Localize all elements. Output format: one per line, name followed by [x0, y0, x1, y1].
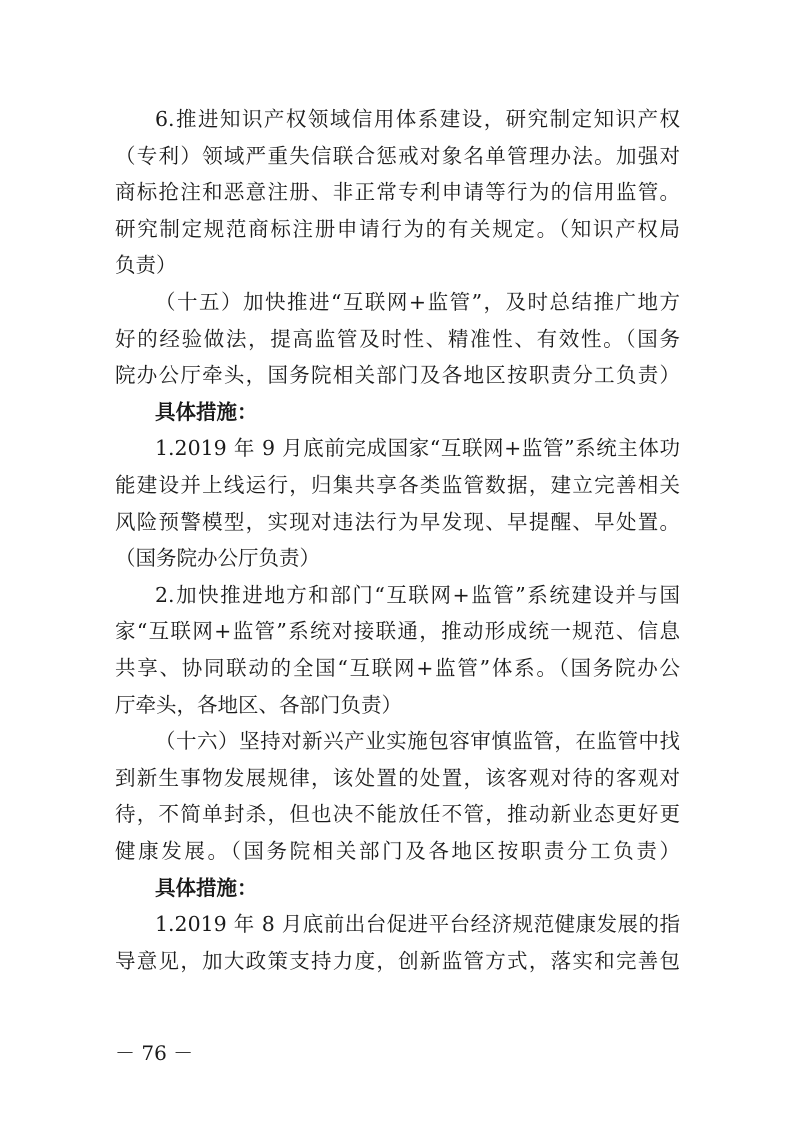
text-line: 2.加快推进地方和部门“互联网+监管”系统建设并与国 — [155, 582, 680, 607]
section-heading: 具体措施： — [155, 399, 258, 424]
text-line: 好的经验做法，提高监管及时性、精准性、有效性。（国务 — [115, 326, 680, 351]
text-line: （专利）领域严重失信联合惩戒对象名单管理办法。加强对 — [115, 143, 680, 168]
text-line: 6.推进知识产权领域信用体系建设，研究制定知识产权 — [155, 107, 680, 131]
text-line: 1.2019 年 8 月底前出台促进平台经济规范健康发展的指 — [155, 912, 680, 937]
text-line: 厅牵头，各地区、各部门负责） — [115, 692, 402, 717]
text-line: 待，不简单封杀，但也决不能放任不管，推动新业态更好更 — [115, 802, 680, 827]
text-line: 商标抢注和恶意注册、非正常专利申请等行为的信用监管。 — [115, 180, 680, 205]
text-line: 导意见，加大政策支持力度，创新监管方式，落实和完善包 — [115, 948, 680, 973]
text-line: （国务院办公厅负责） — [115, 546, 320, 571]
text-line: 1.2019 年 9 月底前完成国家“互联网+监管”系统主体功 — [155, 436, 680, 461]
text-line: （十六）坚持对新兴产业实施包容审慎监管，在监管中找 — [155, 729, 680, 754]
text-line: 健康发展。（国务院相关部门及各地区按职责分工负责） — [115, 839, 680, 863]
page-number: － 76 － — [115, 1041, 194, 1065]
text-line: （十五）加快推进“互联网+监管”，及时总结推广地方 — [155, 290, 680, 314]
text-line: 负责） — [115, 253, 177, 278]
text-line: 风险预警模型，实现对违法行为早发现、早提醒、早处置。 — [115, 509, 680, 534]
section-heading: 具体措施： — [155, 875, 258, 900]
text-line: 到新生事物发展规律，该处置的处置，该客观对待的客观对 — [115, 765, 680, 790]
text-line: 能建设并上线运行，归集共享各类监管数据，建立完善相关 — [115, 473, 680, 497]
text-line: 共享、协同联动的全国“互联网+监管”体系。（国务院办公 — [115, 656, 680, 680]
text-line: 家“互联网+监管”系统对接联通，推动形成统一规范、信息 — [115, 619, 680, 644]
text-line: 研究制定规范商标注册申请行为的有关规定。（知识产权局 — [115, 216, 680, 241]
text-line: 院办公厅牵头，国务院相关部门及各地区按职责分工负责） — [115, 363, 680, 388]
